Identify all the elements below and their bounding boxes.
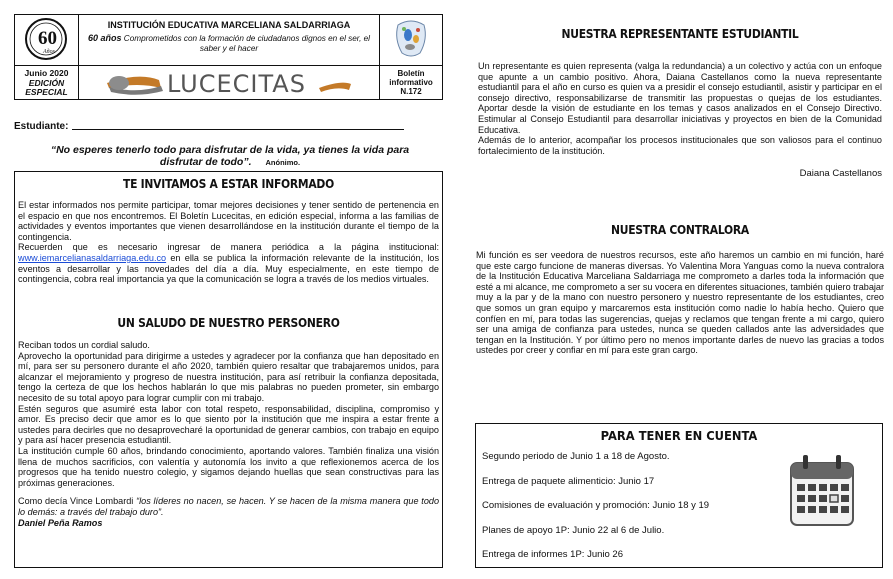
personero-title: UN SALUDO DE NUESTRO PERSONERO [117, 315, 340, 330]
quote [30, 144, 430, 169]
personero-signature: Daniel Peña Ramos [18, 517, 103, 528]
quote-author: Anónimo. [265, 158, 301, 167]
contralora-paragraph: Mi función es ser veedora de nuestros recursos, este año haremos un cambio en mi función, haré que este cargo funcione de maneras diversas. Yo Valentina Mora Yanguas como la nueva contralora de la Institución Educativa Marceliana Saldarriaga me comprometo a darles toda la información que esté a mi alcance, me comprometo a ser su vocera en diferentes situaciones, también quiero trabajar muy a la par y de la mano con nuestro personero y nuestro representante de los estudiantes, creo que somos un gran equipo y marcaremos esta institución como nadie lo había hecho. Quiero que confíen en mí, para todas las sugerencias, quejas y reclamos que tengan frente a mi cargo, quiero ser una amiga de confianza para ustedes, nunca se queden callados ante las adversidades que tengan en la Institución. Y por último pero no menos importante darles de nuevo las gracias a todos ustedes por creer y confiar en mí para este gran cargo. [476, 250, 884, 356]
mascot-logo [379, 15, 442, 65]
reminder-item: Entrega de paquete alimenticio: Junio 17 [482, 476, 655, 487]
personero-paragraph-3: Estén seguros que asumiré esta labor con total respeto, responsabilidad, disciplina, compromiso y amor. Es preciso decir que amor es lo que siento por la institución que me inspira a estar frente a ustedes para decirles que no desaprovecharé la oportunidad de generar cambios, con trabajo en equipo y para así hacer presencia estudiantil. [18, 403, 439, 446]
personero-paragraph-1: Reciban todos un cordial saludo. [18, 340, 150, 350]
representante-paragraph-1: Un representante es quien representa (valga la redundancia) a un colectivo y actúa con un enfoque que apunte a un cambio positivo. Ahora, Daiana Castellanos como la nueva representante estudiantil para el año en curso es quien va a presidir el consejo estudiantil, asistir y participar en el consejo directivo, responsabilizarse de transmitir las propuestas o quejas de los estudiantes. Aportar desde la visión de estudiante en los temas y casos analizados en el Consejo Directivo. Estimular al Consejo Estudiantil para desarrollar iniciativas y proyectos en bien de la Comunidad Educativa. [478, 61, 882, 135]
representante-paragraph-2: Además de lo anterior, acompañar los procesos institucionales que son valiosos para el continuo fortalecimiento de la institución. [478, 135, 882, 156]
contralora-section [476, 222, 884, 356]
quote-text: “No esperes tenerlo todo para disfrutar de la vida, ya tienes la vida para disfrutar de todo”. [50, 144, 410, 168]
bulletin-number: N.172 [400, 87, 422, 96]
institution-motto: 60 años Comprometidos con la formación de ciudadanos dignos en el ser, el saber y el hacer [87, 33, 371, 53]
footprint-mascot-icon [380, 15, 442, 63]
calendar-illustration [787, 453, 857, 529]
informado-paragraph-1: El estar informados nos permite participar, tomar mejores decisiones y tener sentido de pertenencia en el espacio en que nos encontremos. El Boletín Lucecitas, en edición especial, informa a las familias de actividades y eventos importantes que vienen desarrollándose en la institución durante el tiempo de la contingencia. [18, 200, 439, 242]
personero-section [18, 315, 439, 528]
student-label: Estudiante: [14, 121, 69, 132]
representante-title: NUESTRA REPRESENTANTE ESTUDIANTIL [561, 26, 799, 41]
personero-paragraph-2: Aprovecho la oportunidad para dirigirme a ustedes y agradecer por la confianza que han depositado en mí, para ser su personero durante el año 2020, también quiero resaltar que trabajaremos unidos, para alcanzar el mejoramiento y progreso de nuestra institución, para así retribuir la confianza depositada, tengo la certeza de que los hechos hablarán lo que mis palabras no pueden prometer, sin embargo necesito de su total apoyo para lograr cumplir con mi trabajo. [18, 350, 439, 403]
lucecitas-banner [79, 65, 379, 100]
anniversary-logo [15, 15, 79, 65]
sixty-years-seal-icon [15, 15, 77, 63]
logo-years: Años [43, 49, 55, 55]
reminder-item: Entrega de informes 1P: Junio 26 [482, 549, 624, 560]
student-field [14, 121, 404, 132]
institution-block [79, 15, 379, 65]
representante-signature: Daiana Castellanos [799, 168, 882, 180]
reminder-item: Comisiones de evaluación y promoción: Junio 18 y 19 [482, 500, 710, 511]
bulletin-number-block: Boletín informativo N.172 [379, 65, 442, 100]
informado-paragraph-2: Recuerden que es necesario ingresar de manera periódica a la página institucional: www.iemarcelianasaldarriaga.edu.co en ella se publica la información relevante de la institución, los eventos a desarrollar y las novedades del día a día. Muy especialmente, en este tiempo de contingencia, cobra real importancia ya que la comunicación se logra a través de los medios virtuales. [18, 242, 439, 285]
reminder-item: Segundo periodo de Junio 1 a 18 de Agosto. [482, 451, 670, 462]
informado-title: TE INVITAMOS A ESTAR INFORMADO [123, 176, 334, 191]
logo-number: 60 [38, 28, 57, 49]
institution-name: INSTITUCIÓN EDUCATIVA MARCELIANA SALDARRIAGA [107, 20, 351, 30]
student-name-line[interactable] [72, 129, 404, 130]
lucecitas-logo-icon [79, 66, 377, 99]
reminders-title: PARA TENER EN CUENTA [600, 428, 758, 443]
informado-section [18, 176, 439, 285]
edition-date: Junio 2020 EDICIÓN ESPECIAL [15, 65, 79, 100]
contralora-title: NUESTRA CONTRALORA [610, 222, 750, 237]
representante-section [478, 26, 882, 179]
personero-paragraph-4: La institución cumple 60 años, brindando conocimiento, aportando valores. También finaliza una visión llena de muchos sacrificios, con valentía y autonomía los invito a que reflexionemos acerca de los progresos que ha tenido nuestro colegio, y sigamos dejando huellas que sean constructivas para las próximas generaciones. [18, 445, 439, 488]
calendar-icon [787, 453, 857, 529]
institution-link[interactable]: www.iemarcelianasaldarriaga.edu.co [18, 252, 167, 263]
personero-paragraph-5: Como decía Vince Lombardi “los líderes no nacen, se hacen. Y se hacen de la misma manera que todo lo demás: a través del trabajo duro”. [18, 496, 440, 517]
banner-text: LUCECITAS [167, 70, 306, 98]
reminder-item: Planes de apoyo 1P: Junio 22 al 6 de Julio. [482, 525, 665, 536]
